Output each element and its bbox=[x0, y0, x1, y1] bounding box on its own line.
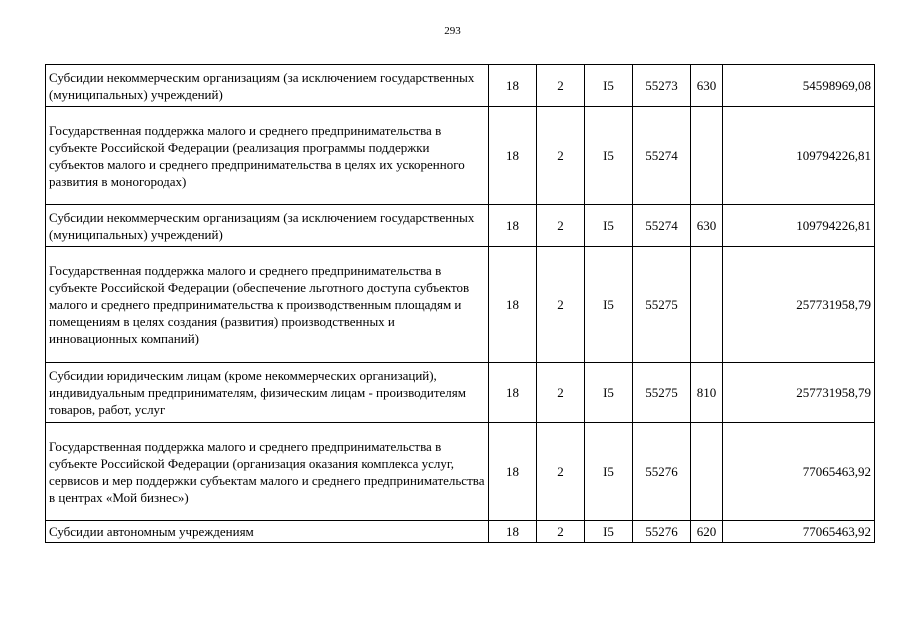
row-amount: 77065463,92 bbox=[723, 521, 875, 543]
row-code-4: 55273 bbox=[633, 65, 691, 107]
row-code-2: 2 bbox=[537, 423, 585, 521]
row-code-4: 55276 bbox=[633, 423, 691, 521]
row-code-3: I5 bbox=[585, 247, 633, 363]
row-code-3: I5 bbox=[585, 521, 633, 543]
row-code-4: 55276 bbox=[633, 521, 691, 543]
page-number: 293 bbox=[444, 25, 461, 37]
row-code-1: 18 bbox=[489, 65, 537, 107]
row-name: Государственная поддержка малого и среднего предпринимательства в субъекте Российской Федерации (обеспечение льготного доступа субъектов малого и среднего предпринимательства к производственным площадям и помещениям в целях создания (развития) производственных и инновационных компаний) bbox=[46, 247, 489, 363]
row-code-1: 18 bbox=[489, 205, 537, 247]
row-code-4: 55274 bbox=[633, 107, 691, 205]
row-code-5: 630 bbox=[691, 205, 723, 247]
row-code-3: I5 bbox=[585, 107, 633, 205]
row-name: Государственная поддержка малого и среднего предпринимательства в субъекте Российской Федерации (реализация программы поддержки субъектов малого и среднего предпринимательства в целях их ускоренного развития в моногородах) bbox=[46, 107, 489, 205]
row-code-1: 18 bbox=[489, 423, 537, 521]
row-name: Субсидии юридическим лицам (кроме некоммерческих организаций), индивидуальным предпринимателям, физическим лицам - производителям товаров, работ, услуг bbox=[46, 363, 489, 423]
row-code-2: 2 bbox=[537, 521, 585, 543]
row-code-4: 55275 bbox=[633, 363, 691, 423]
row-code-2: 2 bbox=[537, 205, 585, 247]
row-code-1: 18 bbox=[489, 247, 537, 363]
row-amount: 257731958,79 bbox=[723, 363, 875, 423]
row-code-1: 18 bbox=[489, 363, 537, 423]
row-code-3: I5 bbox=[585, 363, 633, 423]
row-code-2: 2 bbox=[537, 247, 585, 363]
row-code-3: I5 bbox=[585, 205, 633, 247]
row-code-4: 55274 bbox=[633, 205, 691, 247]
row-code-5: 620 bbox=[691, 521, 723, 543]
table-row bbox=[46, 205, 875, 247]
row-code-5 bbox=[691, 423, 723, 521]
row-code-5 bbox=[691, 107, 723, 205]
row-code-2: 2 bbox=[537, 65, 585, 107]
table-row bbox=[46, 65, 875, 107]
row-code-2: 2 bbox=[537, 107, 585, 205]
row-amount: 109794226,81 bbox=[723, 107, 875, 205]
row-amount: 257731958,79 bbox=[723, 247, 875, 363]
row-code-3: I5 bbox=[585, 65, 633, 107]
table-row bbox=[46, 247, 875, 363]
row-name: Субсидии автономным учреждениям bbox=[46, 521, 489, 543]
row-code-3: I5 bbox=[585, 423, 633, 521]
row-code-5: 630 bbox=[691, 65, 723, 107]
row-name: Государственная поддержка малого и среднего предпринимательства в субъекте Российской Федерации (организация оказания комплекса услуг, сервисов и мер поддержки субъектам малого и среднего предпринимательства в центрах «Мой бизнес») bbox=[46, 423, 489, 521]
row-amount: 54598969,08 bbox=[723, 65, 875, 107]
row-code-1: 18 bbox=[489, 107, 537, 205]
row-name: Субсидии некоммерческим организациям (за исключением государственных (муниципальных) учреждений) bbox=[46, 65, 489, 107]
budget-table bbox=[45, 64, 875, 543]
row-code-4: 55275 bbox=[633, 247, 691, 363]
row-amount: 109794226,81 bbox=[723, 205, 875, 247]
row-name: Субсидии некоммерческим организациям (за исключением государственных (муниципальных) учреждений) bbox=[46, 205, 489, 247]
row-amount: 77065463,92 bbox=[723, 423, 875, 521]
row-code-1: 18 bbox=[489, 521, 537, 543]
table-row bbox=[46, 363, 875, 423]
table-row bbox=[46, 107, 875, 205]
row-code-5 bbox=[691, 247, 723, 363]
row-code-5: 810 bbox=[691, 363, 723, 423]
table-row bbox=[46, 423, 875, 521]
table-row bbox=[46, 521, 875, 543]
row-code-2: 2 bbox=[537, 363, 585, 423]
